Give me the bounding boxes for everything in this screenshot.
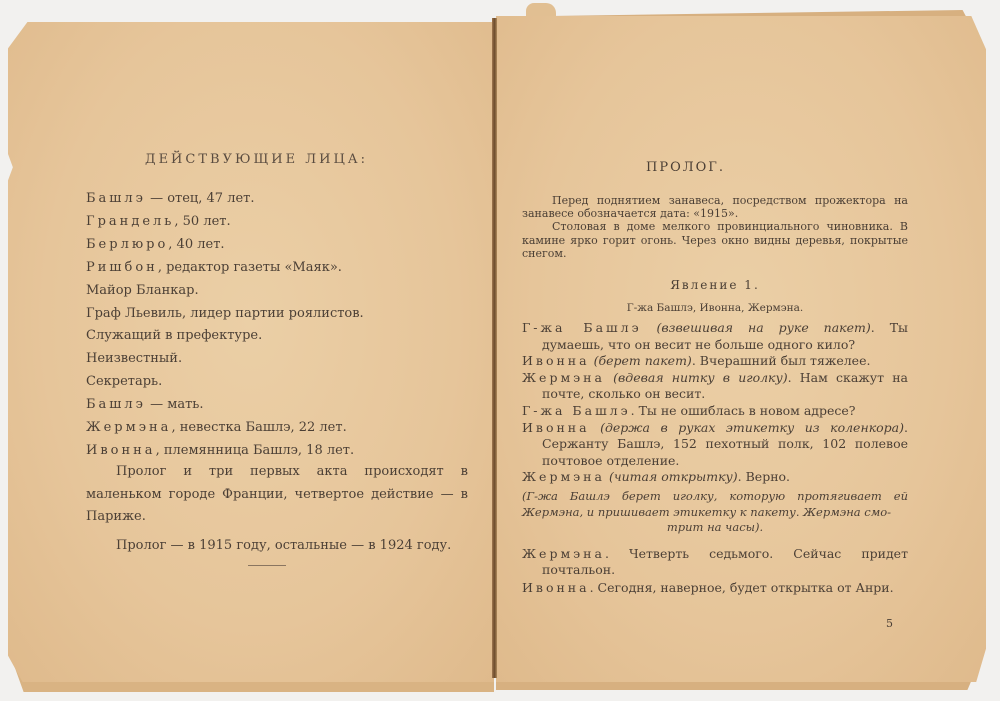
line-text: . Ты не ошиблась в новом адресе?: [630, 402, 856, 418]
cast-item: [86, 440, 466, 463]
cast-item: [86, 280, 466, 303]
stage-note: (берет пакет): [593, 353, 692, 369]
speaker: Жермэна: [522, 469, 605, 485]
intro-paragraph: Перед поднятием занавеса, посредством прожектора на занавесе обозначается дата: «1915».: [522, 194, 908, 221]
line-text: . Четверть седьмого. Сейчас придет почтальон.: [542, 546, 908, 578]
stage-direction-text: (Г-жа Башлэ берет иголку, которую протягивает ей Жермэна, и пришивает этикетку к пакету. Жермэна смо-: [522, 489, 908, 519]
dialog-line: [522, 546, 908, 578]
divider-rule: [248, 565, 286, 566]
cast-item: [86, 211, 466, 234]
line-text: . Сержанту Башлэ, 152 пехотный полк, 102 полевое почтовое отделение.: [542, 419, 908, 468]
cast-desc: , 50 лет.: [174, 213, 231, 229]
dialog-line: [522, 469, 908, 486]
cast-item: [86, 348, 466, 371]
cast-item: [86, 234, 466, 257]
cast-item: [86, 303, 466, 326]
speaker: Г-жа Башлэ: [522, 320, 642, 335]
cast-desc: , редактор газеты «Маяк».: [157, 259, 342, 275]
prologue-heading: ПРОЛОГ.: [646, 160, 725, 175]
scene-heading: Явление 1.: [670, 278, 760, 292]
cast-item: [86, 325, 466, 348]
cast-heading: ДЕЙСТВУЮЩИЕ ЛИЦА:: [145, 152, 369, 167]
cast-desc: , лидер партии роялистов.: [181, 305, 364, 321]
stage-direction: [522, 489, 908, 536]
stage-direction-end: трит на часы).: [666, 520, 764, 535]
scene-persons: Г-жа Башлэ, Ивонна, Жермэна.: [626, 302, 804, 314]
setting-note: [86, 461, 468, 557]
speaker: Жермэна: [522, 546, 605, 561]
speaker: Ивонна: [522, 580, 590, 596]
cast-name: Ивонна: [86, 442, 156, 458]
line-text: . Нам скажут на почте, сколько он весит.: [542, 369, 908, 402]
cast-item: [86, 417, 466, 440]
speaker: Ивонна: [522, 419, 590, 435]
cast-item: [86, 394, 466, 417]
cast-item: [86, 257, 466, 280]
cast-name: Ришбон: [86, 259, 158, 275]
dialog-line: [522, 320, 908, 353]
cast-name: Грандель: [86, 213, 175, 229]
speaker: Г-жа Башлэ: [522, 402, 631, 418]
book-spine: [492, 18, 497, 678]
cast-name: Башлэ: [86, 397, 146, 413]
cast-name: Майор Бланкар: [86, 282, 195, 298]
cast-desc: , невестка Башлэ, 22 лет.: [171, 420, 347, 436]
cast-name: Граф Льевиль: [86, 305, 182, 321]
cast-desc: , племянница Башлэ, 18 лет.: [155, 442, 355, 458]
cast-desc: — мать.: [145, 397, 204, 413]
cast-list: [86, 188, 466, 463]
cast-item: [86, 371, 466, 394]
cast-desc: , 40 лет.: [168, 236, 225, 252]
speaker: Ивонна: [522, 353, 590, 369]
line-text: . Вчерашний был тяжелее.: [691, 353, 871, 369]
cast-name: Башлэ: [86, 191, 146, 206]
dialog-block: [522, 320, 908, 486]
cast-name: Берлюро: [86, 236, 169, 252]
dialog-line: [522, 353, 908, 370]
stage-note: (вдевая нитку в иголку): [613, 369, 788, 385]
dialog-line: [522, 580, 908, 596]
cast-desc: .: [194, 282, 199, 298]
cast-item: [86, 188, 466, 211]
speaker: Жермэна: [522, 369, 605, 385]
cast-desc: Служащий в префектуре.: [86, 328, 263, 344]
prologue-intro: [522, 194, 908, 260]
cast-desc: Неизвестный.: [86, 351, 183, 367]
cast-name: Жермэна: [86, 420, 172, 436]
dialog-line: [522, 370, 908, 403]
setting-time: Пролог — в 1915 году, остальные — в 1924 году.: [116, 537, 452, 553]
stage-note: (читая открытку): [608, 469, 738, 485]
page-number: 5: [886, 617, 894, 630]
line-text: . Ты думаешь, что он весит не больше одного кило?: [542, 320, 908, 352]
line-text: . Верно.: [737, 469, 791, 485]
stage-note: (держа в руках этикетку из коленкора): [600, 419, 905, 435]
intro-paragraph: Столовая в доме мелкого провинциального чиновника. В камине ярко горит огонь. Через окно видны деревья, покрытые снегом.: [522, 220, 908, 260]
cast-desc: — отец, 47 лет.: [145, 191, 255, 206]
line-text: . Сегодня, наверное, будет открытка от Анри.: [589, 580, 894, 596]
setting-place: Пролог и три первых акта происходят в маленьком городе Франции, четвертое действие — в Париже.: [86, 464, 468, 524]
dialog-line: [522, 403, 908, 420]
dialog-block-2: [522, 546, 908, 599]
dialog-line: [522, 420, 908, 470]
cast-desc: Секретарь.: [86, 374, 163, 390]
stage-note: (взвешивая на руке пакет): [656, 320, 871, 335]
